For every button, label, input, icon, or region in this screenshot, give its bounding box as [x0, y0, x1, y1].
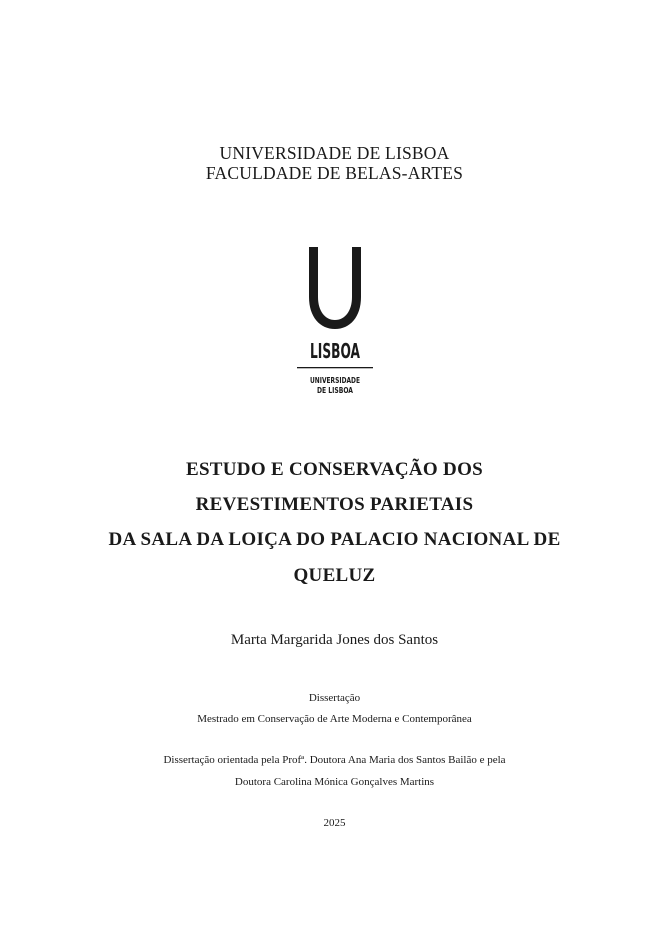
author-name: Marta Margarida Jones dos Santos	[230, 632, 439, 648]
logo-subtitle-line1: UNIVERSIDADE	[310, 376, 360, 385]
thesis-title-line: ESTUDO E CONSERVAÇÃO DOS	[185, 459, 484, 480]
degree-name: Mestrado em Conservação de Arte Moderna e Contemporânea	[197, 713, 472, 725]
faculty-name: FACULDADE DE BELAS-ARTES	[205, 163, 464, 183]
ulisboa-logo-icon	[296, 245, 374, 401]
university-name: UNIVERSIDADE DE LISBOA	[219, 143, 450, 163]
thesis-title-line: REVESTIMENTOS PARIETAIS	[195, 494, 474, 515]
thesis-title-line: DA SALA DA LOIÇA DO PALACIO NACIONAL DE	[108, 529, 561, 550]
supervision-line: Doutora Carolina Mónica Gonçalves Martins	[234, 776, 435, 788]
supervision-line: Dissertação orientada pela Profª. Doutora Ana Maria dos Santos Bailão e pela	[163, 754, 506, 766]
logo-u-shape	[309, 247, 361, 329]
logo-wordmark: LISBOA	[310, 339, 361, 363]
thesis-title-line: QUELUZ	[293, 565, 376, 586]
logo-subtitle-line2: DE LISBOA	[317, 386, 354, 395]
logo-divider	[297, 367, 373, 368]
publication-year: 2025	[323, 817, 346, 829]
document-type: Dissertação	[308, 692, 361, 704]
